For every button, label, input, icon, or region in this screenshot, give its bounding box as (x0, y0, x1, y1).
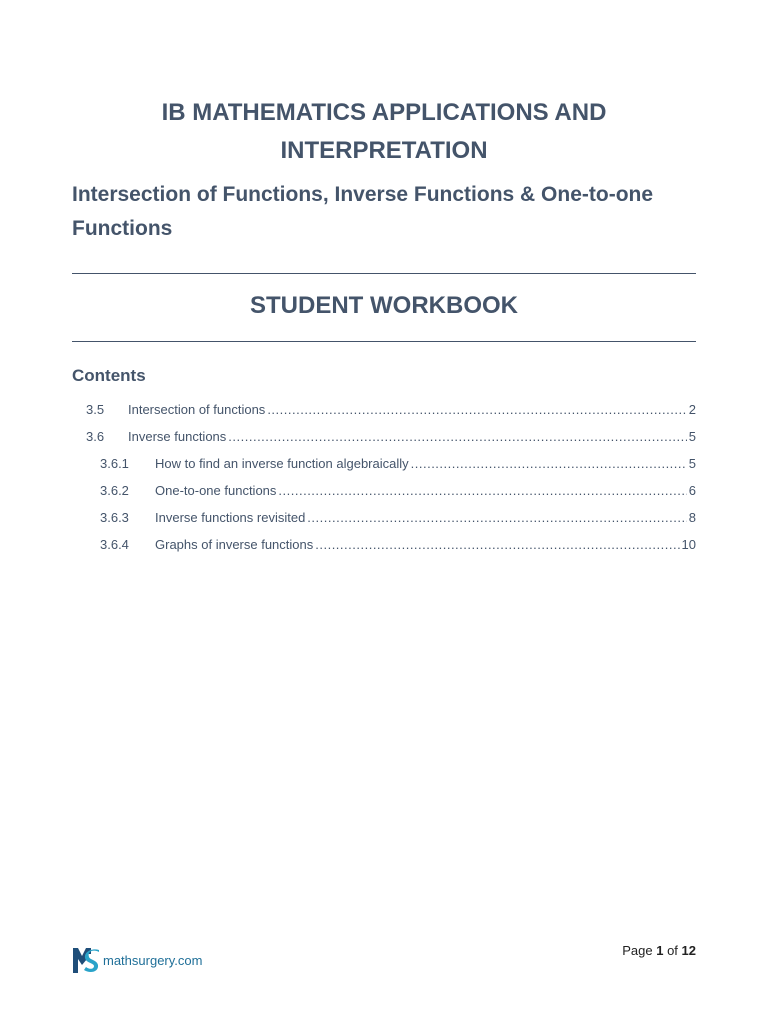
toc-number: 3.6.4 (100, 537, 129, 552)
page-of: of (667, 943, 678, 958)
toc-number: 3.6.3 (100, 510, 129, 525)
toc-title: Graphs of inverse functions (155, 537, 314, 552)
toc-entry-3-5[interactable] (72, 402, 696, 429)
toc-number: 3.6 (86, 429, 105, 444)
page-title-line-1: IB MATHEMATICS APPLICATIONS AND (161, 99, 607, 126)
toc-title: Inverse functions (128, 429, 227, 444)
toc-entry-3-6[interactable] (72, 429, 696, 456)
workbook-title: STUDENT WORKBOOK (250, 292, 518, 319)
divider-top (72, 273, 696, 274)
toc-entry-3-6-1[interactable] (72, 456, 696, 483)
toc-page-number: 2 (688, 402, 696, 417)
toc-dot-leader (278, 483, 686, 498)
toc-page-number: 5 (688, 456, 696, 471)
toc-title: How to find an inverse function algebraically (155, 456, 409, 471)
toc-dot-leader (411, 456, 687, 471)
toc-title: One-to-one functions (155, 483, 277, 498)
toc-dot-leader (315, 537, 679, 552)
toc-page-number: 10 (681, 537, 696, 552)
toc-dot-leader (228, 429, 686, 444)
toc-entry-3-6-3[interactable] (72, 510, 696, 537)
document-subtitle: Intersection of Functions, Inverse Functions & One-to-one Functions (72, 183, 654, 240)
toc-entry-3-6-2[interactable] (72, 483, 696, 510)
toc-entry-3-6-4[interactable] (72, 537, 696, 564)
toc-number: 3.6.1 (100, 456, 129, 471)
ms-logo-icon (72, 945, 100, 975)
mathsurgery-logo (72, 945, 202, 975)
toc-title: Inverse functions revisited (155, 510, 306, 525)
toc-dot-leader (267, 402, 686, 417)
logo-text: mathsurgery.com (103, 952, 203, 968)
toc-page-number: 8 (688, 510, 696, 525)
toc-number: 3.5 (86, 402, 105, 417)
page-title-line-2: INTERPRETATION (280, 137, 488, 164)
toc-dot-leader (307, 510, 686, 525)
divider-bottom (72, 341, 696, 342)
page-title (72, 94, 696, 170)
toc-page-number: 5 (688, 429, 696, 444)
page-current: 1 (656, 943, 664, 958)
toc-title: Intersection of functions (128, 402, 266, 417)
page-label: Page (622, 943, 653, 958)
toc-page-number: 6 (688, 483, 696, 498)
page-number (622, 943, 696, 958)
toc-number: 3.6.2 (100, 483, 129, 498)
contents-heading: Contents (72, 366, 146, 385)
table-of-contents (72, 402, 696, 564)
page-total: 12 (681, 943, 696, 958)
